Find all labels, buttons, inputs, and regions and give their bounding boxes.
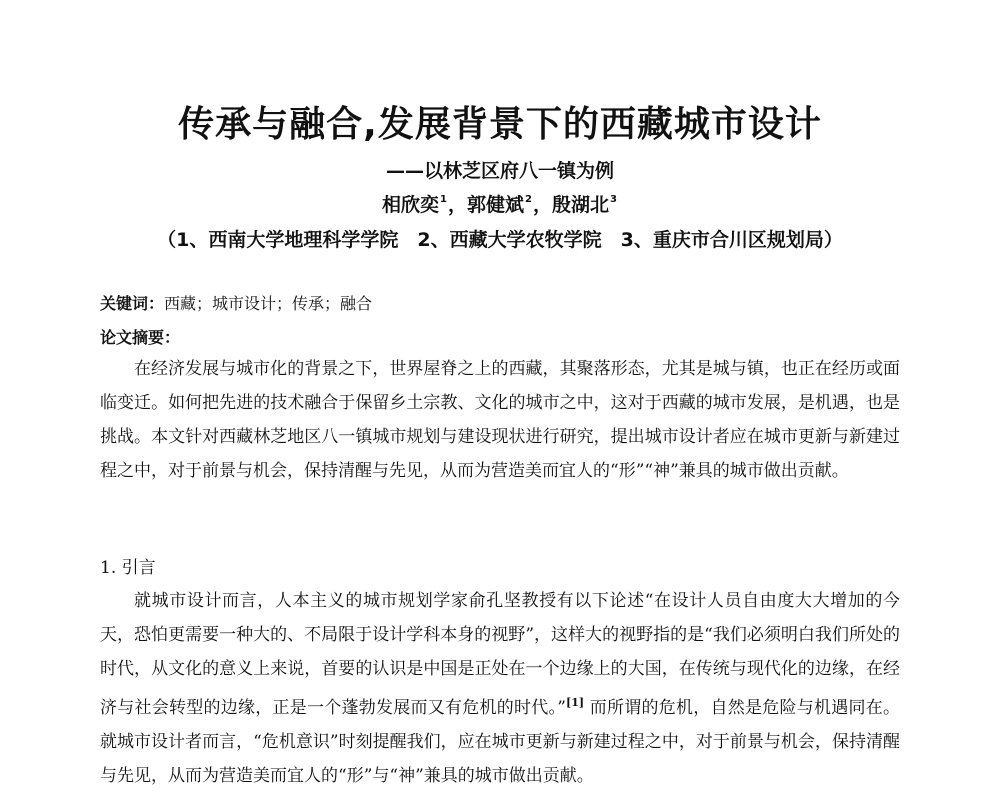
author-name: 郭健斌	[467, 194, 525, 216]
keywords-text: 西藏；城市设计；传承；融合	[164, 294, 373, 313]
author-separator: ，	[447, 194, 467, 216]
paper-title: 传承与融合,发展背景下的西藏城市设计	[178, 104, 822, 145]
section-heading: 1. 引言	[100, 558, 156, 578]
abstract-text: 在经济发展与城市化的背景之下，世界屋脊之上的西藏，其聚落形态，尤其是城与镇，也正在经历或面临变迁。如何把先进的技术融合于保留乡土宗教、文化的城市之中，这对于西藏的城市发展，是机遇，也是挑战。本文针对西藏林芝地区八一镇城市规划与建设现状进行研究，提出城市设计者应在城市更新与新建过程之中，对于前景与机会，保持清醒与先见，从而为营造美而宜人的“形”“神”兼具的城市做出贡献。	[100, 359, 900, 481]
author-separator: ，	[532, 194, 552, 216]
intro-text-part2: 而所谓的危机，自然是危险与机遇同在。就城市设计者而言，“危机意识”时刻提醒我们，应在城市更新与新建过程之中，对于前景与机会，保持清醒与先见，从而为营造美而宜人的“形”与“神”兼具的城市做出贡献。	[100, 698, 900, 786]
author-list	[0, 190, 1000, 217]
author-affiliation-mark: 1	[440, 194, 447, 205]
citation-marker: [1]	[565, 696, 585, 709]
affiliations: （1、西南大学地理科学学院 2、西藏大学农牧学院 3、重庆市合川区规划局）	[157, 229, 843, 251]
intro-text-part1: 就城市设计而言，人本主义的城市规划学家俞孔坚教授有以下论述“在设计人员自由度大大增加的今天，恐怕更需要一种大的、不局限于设计学科本身的视野”，这样大的视野指的是“我们必须明白我们所处的时代，从文化的意义上来说，首要的认识是中国是正处在一个边缘上的大国，在传统与现代化的边缘，在经济与社会转型的边缘，正是一个蓬勃发展而又有危机的时代。”	[100, 591, 900, 718]
paper-subtitle: ——以林芝区府八一镇为例	[385, 160, 614, 182]
keywords-line	[100, 291, 372, 314]
author-name: 殷湖北	[552, 194, 610, 216]
abstract-label: 论文摘要：	[100, 328, 181, 347]
author-affiliation-mark: 3	[610, 194, 617, 205]
author-name: 相欣奕	[382, 194, 440, 216]
author-affiliation-mark: 2	[525, 194, 532, 205]
intro-paragraph	[100, 584, 900, 786]
keywords-label: 关键词：	[100, 294, 165, 313]
